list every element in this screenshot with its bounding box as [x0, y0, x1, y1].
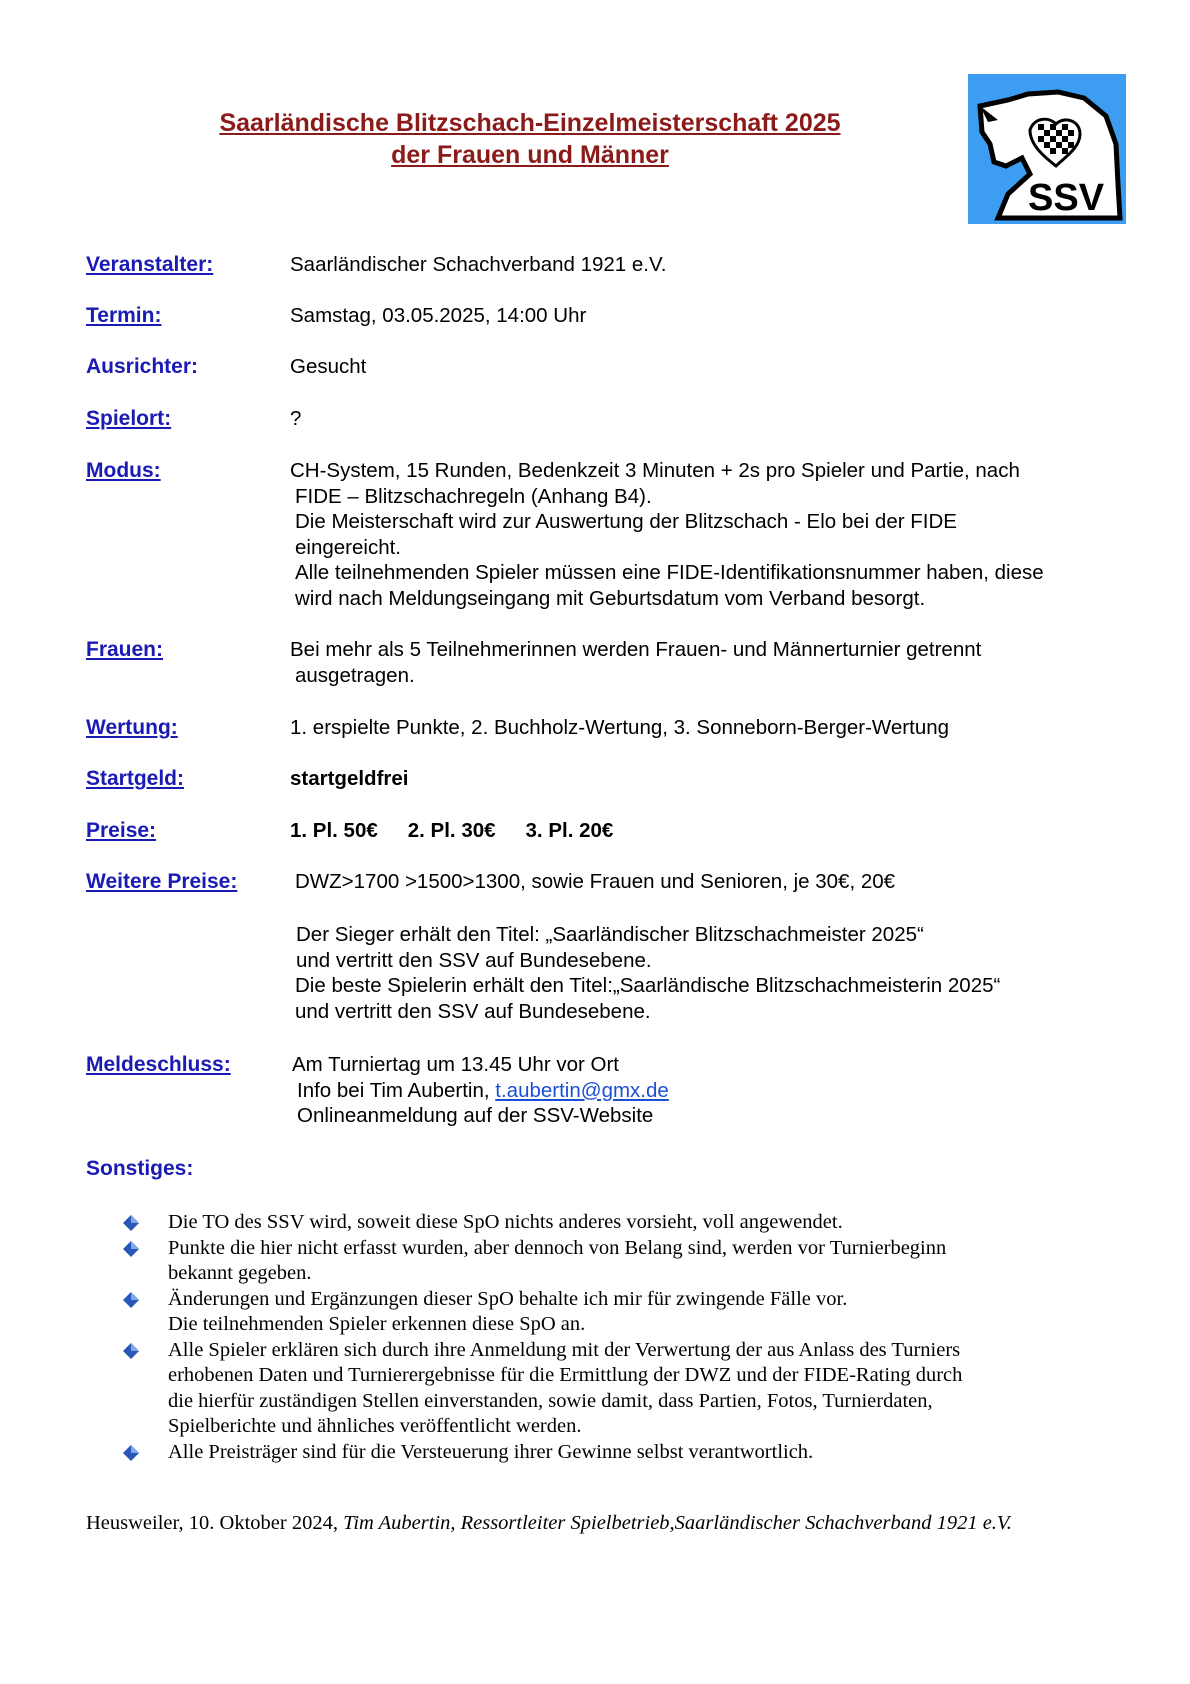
diamond-bullet-icon: [122, 1240, 140, 1258]
modus-line: Alle teilnehmenden Spieler müssen eine FIDE-Identifikationsnummer haben, diese: [295, 561, 1044, 584]
knight-logo-icon: [968, 74, 1126, 224]
bullet-text: Spielberichte und ähnliches veröffentlicht werden.: [168, 1415, 582, 1437]
bullet-text: Alle Spieler erklären sich durch ihre Anmeldung mit der Verwertung der aus Anlass des Turniers: [168, 1338, 961, 1361]
footer-signature: Tim Aubertin, Ressortleiter Spielbetrieb,Saarländischer Schachverband 1921 e.V.: [343, 1512, 1012, 1534]
bullet-text: Alle Preisträger sind für die Versteuerung ihrer Gewinne selbst verantwortlich.: [168, 1440, 814, 1463]
frauen-line: ausgetragen.: [295, 663, 415, 687]
meldeschluss-line: Am Turniertag um 13.45 Uhr vor Ort: [292, 1053, 619, 1076]
titles-line: Der Sieger erhält den Titel: „Saarländischer Blitzschachmeister 2025“: [296, 923, 924, 946]
titles-line: und vertritt den SSV auf Bundesebene.: [296, 948, 652, 972]
footer: [86, 1512, 1012, 1535]
bullet-text: Punkte die hier nicht erfasst wurden, aber dennoch von Belang sind, werden vor Turnierbeginn: [168, 1236, 947, 1259]
ssv-logo: [968, 74, 1126, 224]
titles-line: und vertritt den SSV auf Bundesebene.: [295, 999, 651, 1023]
label-modus: Modus:: [86, 459, 161, 482]
bullet-text: erhobenen Daten und Turnierergebnisse für die Ermittlung der DWZ und der FIDE-Rating durch: [168, 1364, 963, 1386]
value-preise: [290, 818, 1140, 844]
info-text: Info bei Tim Aubertin,: [297, 1078, 496, 1102]
email-link[interactable]: t.aubertin@gmx.de: [495, 1078, 669, 1102]
diamond-bullet-icon: [122, 1342, 140, 1360]
page-title: Saarländische Blitzschach-Einzelmeisterschaft 2025: [219, 109, 841, 137]
diamond-bullet-icon: [122, 1214, 140, 1232]
modus-line: wird nach Meldungseingang mit Geburtsdatum vom Verband besorgt.: [295, 586, 926, 610]
modus-line: eingereicht.: [295, 535, 401, 559]
bullet-text: die hierfür zuständigen Stellen einverstanden, sowie damit, dass Partien, Fotos, Turnierdaten,: [168, 1389, 933, 1412]
page-subtitle: der Frauen und Männer: [391, 141, 669, 169]
titles-line: Die beste Spielerin erhält den Titel:„Saarländische Blitzschachmeisterin 2025“: [295, 974, 1001, 997]
diamond-bullet-icon: [122, 1291, 140, 1309]
label-sonstiges: Sonstiges:: [86, 1157, 194, 1180]
value-wertung: 1. erspielte Punkte, 2. Buchholz-Wertung, 3. Sonneborn-Berger-Wertung: [290, 716, 950, 739]
label-wertung: Wertung:: [86, 716, 178, 739]
label-spielort: Spielort:: [86, 407, 172, 430]
label-ausrichter: Ausrichter:: [86, 355, 199, 378]
modus-line: CH-System, 15 Runden, Bedenkzeit 3 Minuten + 2s pro Spieler und Partie, nach: [290, 459, 1020, 482]
label-weitere-preise: Weitere Preise:: [86, 870, 238, 893]
bullet-text: Die TO des SSV wird, soweit diese SpO nichts anderes vorsieht, voll angewendet.: [168, 1211, 843, 1233]
value-modus: [290, 458, 1140, 611]
list-item: [122, 1338, 1082, 1440]
label-meldeschluss: Meldeschluss:: [86, 1053, 231, 1076]
meldeschluss-line: Onlineanmeldung auf der SSV-Website: [297, 1104, 654, 1127]
label-preise: Preise:: [86, 819, 157, 842]
list-item: [122, 1236, 1082, 1287]
footer-place-date: Heusweiler, 10. Oktober 2024,: [86, 1512, 344, 1534]
frauen-line: Bei mehr als 5 Teilnehmerinnen werden Frauen- und Männerturnier getrennt: [290, 638, 982, 661]
modus-line: FIDE – Blitzschachregeln (Anhang B4).: [295, 484, 652, 508]
prize-3: 3. Pl. 20€: [525, 819, 614, 842]
titles-block: [296, 922, 1146, 1024]
value-spielort: ?: [290, 407, 302, 430]
label-frauen: Frauen:: [86, 638, 164, 661]
value-frauen: [290, 637, 1140, 688]
bullet-text: Die teilnehmenden Spieler erkennen diese SpO an.: [168, 1313, 586, 1335]
list-item: [122, 1440, 1082, 1466]
value-meldeschluss: [292, 1052, 1142, 1129]
bullet-list: [122, 1210, 1082, 1465]
label-termin: Termin:: [86, 304, 162, 327]
list-item: [122, 1210, 1082, 1236]
prize-2: 2. Pl. 30€: [407, 819, 496, 842]
value-ausrichter: Gesucht: [290, 355, 367, 378]
diamond-bullet-icon: [122, 1444, 140, 1462]
list-item: [122, 1287, 1082, 1338]
label-veranstalter: Veranstalter:: [86, 253, 214, 276]
modus-line: Die Meisterschaft wird zur Auswertung der Blitzschach - Elo bei der FIDE: [295, 510, 957, 533]
prize-1: 1. Pl. 50€: [290, 819, 378, 842]
label-startgeld: Startgeld:: [86, 767, 185, 790]
logo-text: SSV: [1028, 177, 1105, 219]
value-startgeld: startgeldfrei: [290, 767, 409, 790]
bullet-text: Änderungen und Ergänzungen dieser SpO behalte ich mir für zwingende Fälle vor.: [168, 1287, 848, 1310]
value-termin: Samstag, 03.05.2025, 14:00 Uhr: [290, 304, 587, 327]
value-veranstalter: Saarländischer Schachverband 1921 e.V.: [290, 253, 667, 276]
value-weitere-preise: DWZ>1700 >1500>1300, sowie Frauen und Senioren, je 30€, 20€: [295, 870, 896, 893]
bullet-text: bekannt gegeben.: [168, 1262, 312, 1284]
